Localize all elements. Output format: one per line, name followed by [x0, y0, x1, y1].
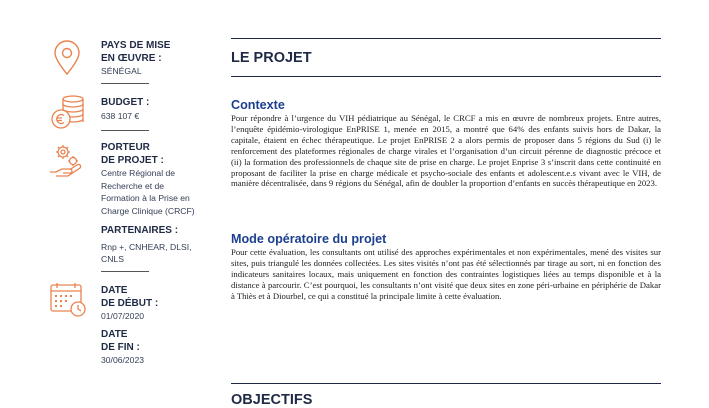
- country-block: [101, 40, 205, 78]
- partenaires-divider: [101, 271, 149, 272]
- budget-value: 638 107 €: [101, 110, 140, 121]
- mode-heading: Mode opératoire du projet: [231, 232, 387, 246]
- date-debut-label: DATE DE DÉBUT :: [101, 285, 159, 309]
- partenaires-value: Rnp +, CNHEAR, DLSI, CNLS: [101, 241, 192, 265]
- bottom-rule: [231, 383, 661, 384]
- next-section-title: OBJECTIFS: [231, 392, 313, 408]
- partenaires-label: PARTENAIRES :: [101, 225, 179, 236]
- budget-divider: [101, 130, 149, 131]
- budget-label: BUDGET :: [101, 97, 150, 108]
- contexte-section: [231, 98, 661, 189]
- budget-block: [101, 97, 205, 122]
- coins-euro-icon: [49, 92, 89, 132]
- hand-gears-icon: [46, 142, 86, 182]
- contexte-text: Pour répondre à l’urgence du VIH pédiatrique au Sénégal, le CRCF a mis en œuvre de nombreux projets. Entre autres, l’enquête épidémio-virologique EnPRISE 1, menée en 2015, a montré que 64% des enfants suivis hors de Dakar, la capitale, étaient en échec thérapeutique. Le projet EnPRISE 2 a alors permis de proposer dans 5 régions du Sud (i) le renforcement des plateformes régionales de charge virales et l’organisation d’un circuit pérenne de diagnostic précoce et (ii) la formation des professionnels de chaque site de prise en charge. Le projet Enprise 3 s’inscrit dans cette continuité en proposant de faciliter la prise en charge médicale et psycho-sociale des enfants et adolescent.e.s vivant avec le VIH, de manière décentralisée, dans 9 régions du Sénégal, afin de doubler la proportion d’enfants en succès thérapeutique en 2023.: [231, 113, 661, 189]
- country-value: SÉNÉGAL: [101, 66, 142, 76]
- porteur-block: [101, 142, 205, 217]
- date-debut-value: 01/07/2020: [101, 311, 145, 321]
- project-sidebar: [0, 0, 205, 400]
- porteur-value: Centre Régional de Recherche et de Formation à la Prise en Charge Clinique (CRCF): [101, 168, 195, 216]
- title-rule: [231, 76, 661, 77]
- date-fin-block: [101, 329, 205, 367]
- porteur-label: PORTEUR DE PROJET :: [101, 142, 164, 166]
- calendar-icon: [48, 280, 88, 320]
- date-fin-label: DATE DE FIN :: [101, 329, 140, 353]
- section-title: LE PROJET: [231, 50, 312, 66]
- mode-section: [231, 232, 661, 302]
- contexte-heading: Contexte: [231, 98, 285, 112]
- date-debut-block: [101, 285, 205, 323]
- country-label: PAYS DE MISE EN ŒUVRE :: [101, 40, 171, 64]
- top-rule: [231, 38, 661, 39]
- mode-text: Pour cette évaluation, les consultants ont utilisé des approches expérimentales et non expérimentales, mené des visites sur sites, puis triangulé les données collectées. Les sites visités n’ont pas été sélectionnés par tirage au sort, ni en fonction des indicateurs sanitaires locaux, mais uniquement en fonction des contraintes logistiques liées au temps disponible et à la distance à parcourir. C’est pourquoi, les consultants n’ont visité que deux sites en zone péri-urbaine en périphérie de Dakar à Thiès et à Diourbel, ce qui a constitué la principale limite à cette évaluation.: [231, 247, 661, 301]
- date-fin-value: 30/06/2023: [101, 355, 145, 365]
- country-divider: [101, 83, 149, 84]
- location-pin-icon: [47, 38, 87, 78]
- partenaires-block: [101, 225, 205, 266]
